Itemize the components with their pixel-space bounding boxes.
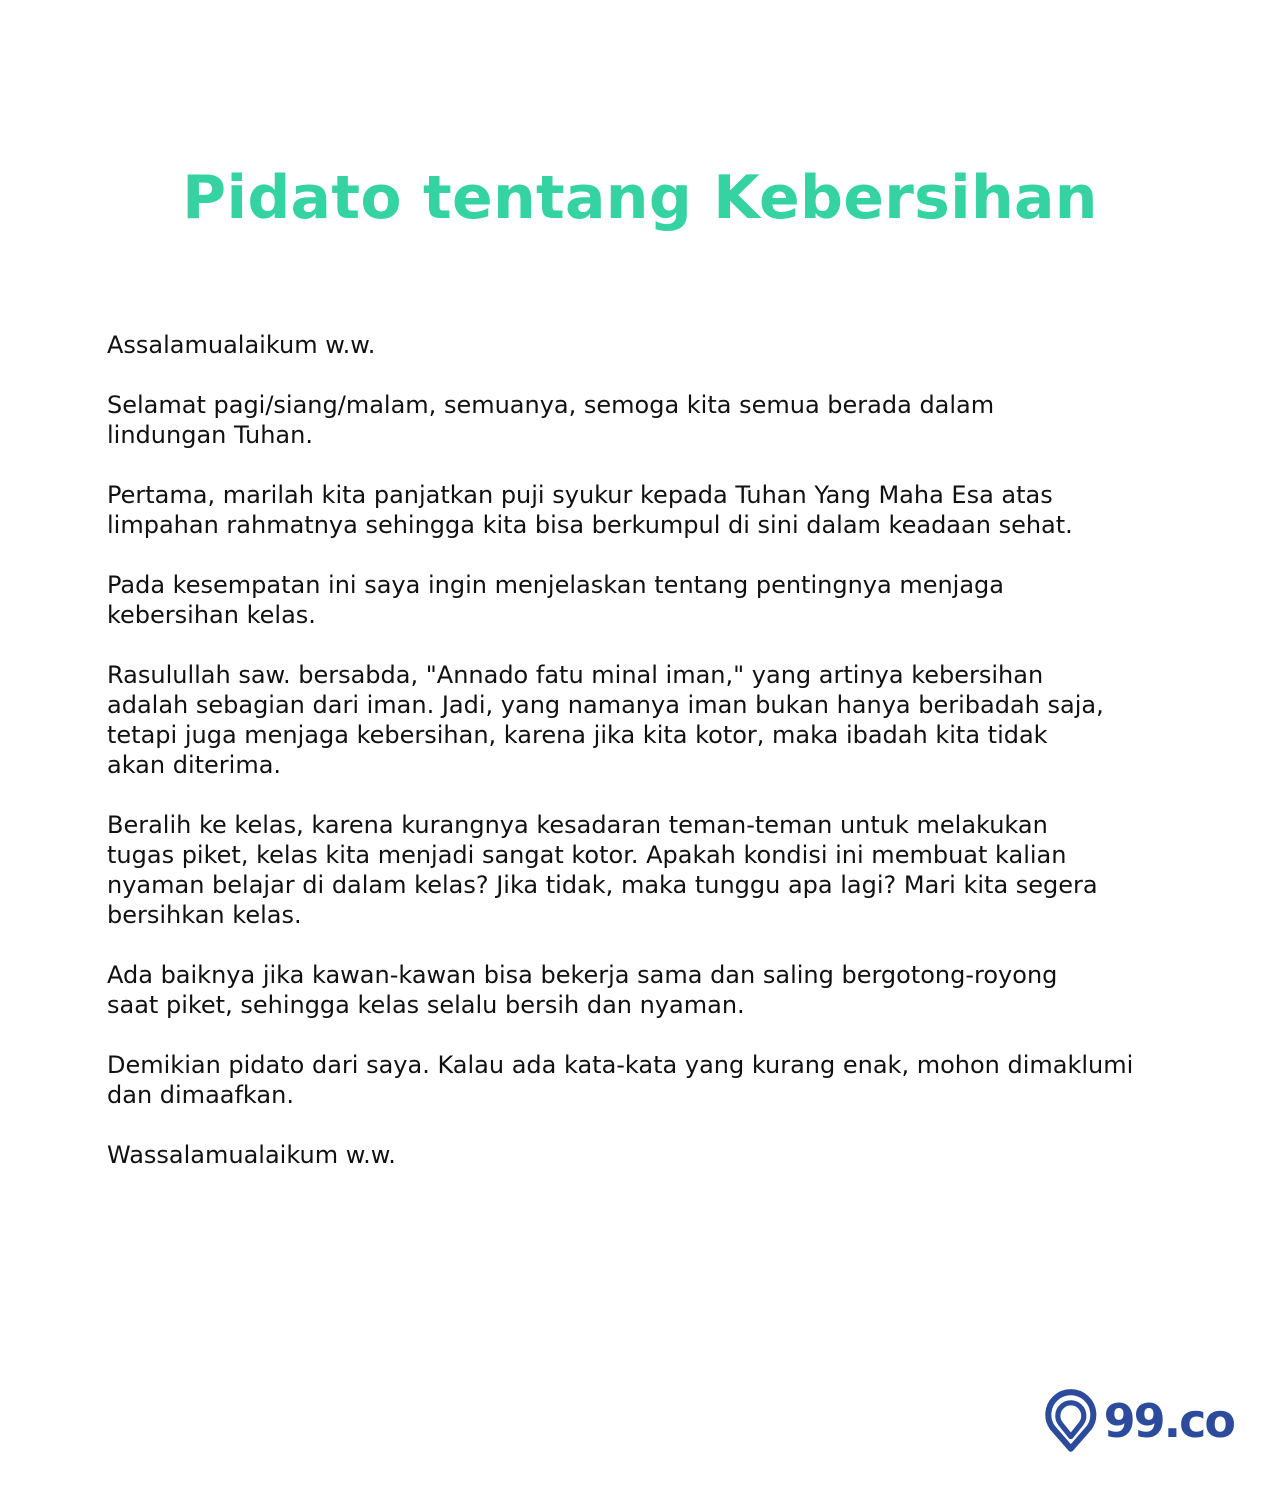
paragraph-classroom: Beralih ke kelas, karena kurangnya kesadaran teman-teman untuk melakukan tugas piket, kelas kita menjadi sangat kotor. Apakah kondisi ini membuat kalian nyaman belajar di dalam kelas? Jika tidak, maka tunggu apa lagi? Mari kita segera bersihkan kelas.	[107, 811, 1098, 929]
page-title: Pidato tentang Kebersihan	[182, 163, 1098, 233]
paragraph-hadith: Rasulullah saw. bersabda, "Annado fatu minal iman," yang artinya kebersihan adalah sebagian dari iman. Jadi, yang namanya iman bukan hanya beribadah saja, tetapi juga menjaga kebersihan, karena jika kita kotor, maka ibadah kita tidak akan diterima.	[107, 661, 1104, 779]
paragraph-gratitude: Pertama, marilah kita panjatkan puji syukur kepada Tuhan Yang Maha Esa atas limpahan rahmatnya sehingga kita bisa berkumpul di sini dalam keadaan sehat.	[107, 481, 1073, 539]
paragraph-salutation: Selamat pagi/siang/malam, semuanya, semoga kita semua berada dalam lindungan Tuhan.	[107, 391, 995, 449]
location-pin-icon	[1044, 1383, 1098, 1459]
speech-body	[107, 330, 1207, 1200]
paragraph-cooperation: Ada baiknya jika kawan-kawan bisa bekerja sama dan saling bergotong-royong saat piket, sehingga kelas selalu bersih dan nyaman.	[107, 961, 1058, 1019]
paragraph-greeting: Assalamualaikum w.w.	[107, 331, 376, 359]
logo-text: 99.co	[1103, 1394, 1234, 1448]
paragraph-closing: Demikian pidato dari saya. Kalau ada kata-kata yang kurang enak, mohon dimaklumi dan dimaafkan.	[107, 1051, 1134, 1109]
paragraph-farewell: Wassalamualaikum w.w.	[107, 1141, 396, 1169]
paragraph-topic: Pada kesempatan ini saya ingin menjelaskan tentang pentingnya menjaga kebersihan kelas.	[107, 571, 1004, 629]
brand-logo	[1044, 1383, 1234, 1459]
